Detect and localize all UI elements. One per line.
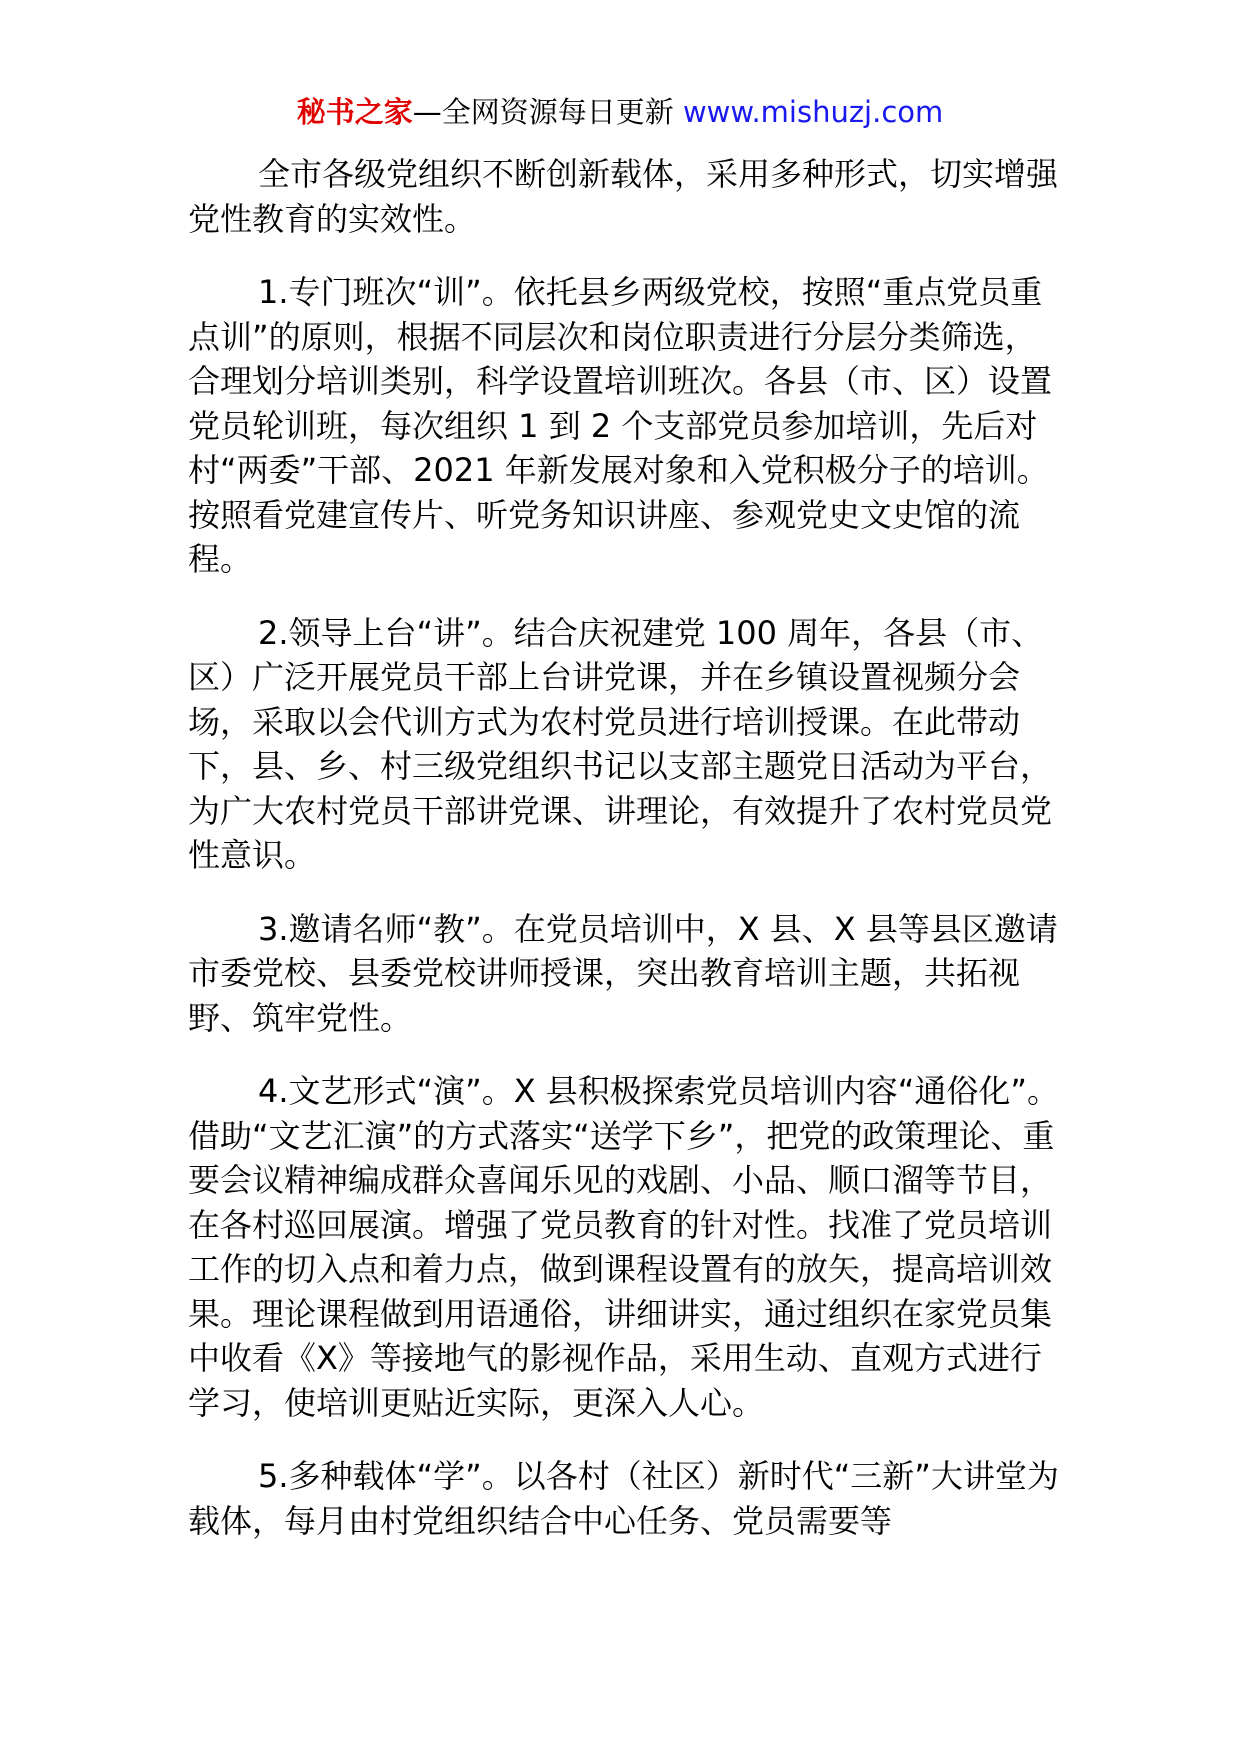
- paragraph-3-teachers: 3.邀请名师“教”。在党员培训中，X 县、X 县等县区邀请市委党校、县委党校讲师授课，突出教育培训主题，共拓视野、筑牢党性。: [188, 909, 1058, 1037]
- paragraph-5-study: 5.多种载体“学”。以各村（社区）新时代“三新”大讲堂为载体，每月由村党组织结合中心任务、党员需要等: [188, 1457, 1059, 1540]
- header-tagline: —全网资源每日更新: [412, 95, 674, 129]
- paragraph-intro: 全市各级党组织不断创新载体，采用多种形式，切实增强党性教育的实效性。: [188, 155, 1059, 238]
- website-link[interactable]: www.mishuzj.com: [682, 95, 944, 129]
- brand-name: 秘书之家: [296, 95, 413, 129]
- page-header: [0, 92, 1240, 132]
- paragraph-4-performance: 4.文艺形式“演”。X 县积极探索党员培训内容“通俗化”。借助“文艺汇演”的方式落实“送学下乡”，把党的政策理论、重要会议精神编成群众喜闻乐见的戏剧、小品、顺口溜等节目，在各村巡回展演。增强了党员教育的针对性。找准了党员培训工作的切入点和着力点，做到课程设置有的放矢，提高培训效果。理论课程做到用语通俗，讲细讲实，通过组织在家党员集中收看《X》等接地气的影视作品，采用生动、直观方式进行学习，使培训更贴近实际，更深入人心。: [188, 1072, 1059, 1422]
- paragraph-1-training: 1.专门班次“训”。依托县乡两级党校，按照“重点党员重点训”的原则，根据不同层次和岗位职责进行分层分类筛选，合理划分培训类别，科学设置培训班次。各县（市、区）设置党员轮训班，每次组织 1 到 2 个支部党员参加培训，先后对村“两委”干部、2021 年新发展对象和入党积极分子的培训。按照看党建宣传片、听党务知识讲座、参观党史文史馆的流程。: [188, 273, 1053, 578]
- document-body: [188, 152, 1068, 1572]
- paragraph-2-lecture: 2.领导上台“讲”。结合庆祝建党 100 周年，各县（市、区）广泛开展党员干部上台讲党课，并在乡镇设置视频分会场，采取以会代训方式为农村党员进行培训授课。在此带动下，县、乡、村三级党组织书记以支部主题党日活动为平台，为广大农村党员干部讲党课、讲理论，有效提升了农村党员党性意识。: [188, 613, 1053, 874]
